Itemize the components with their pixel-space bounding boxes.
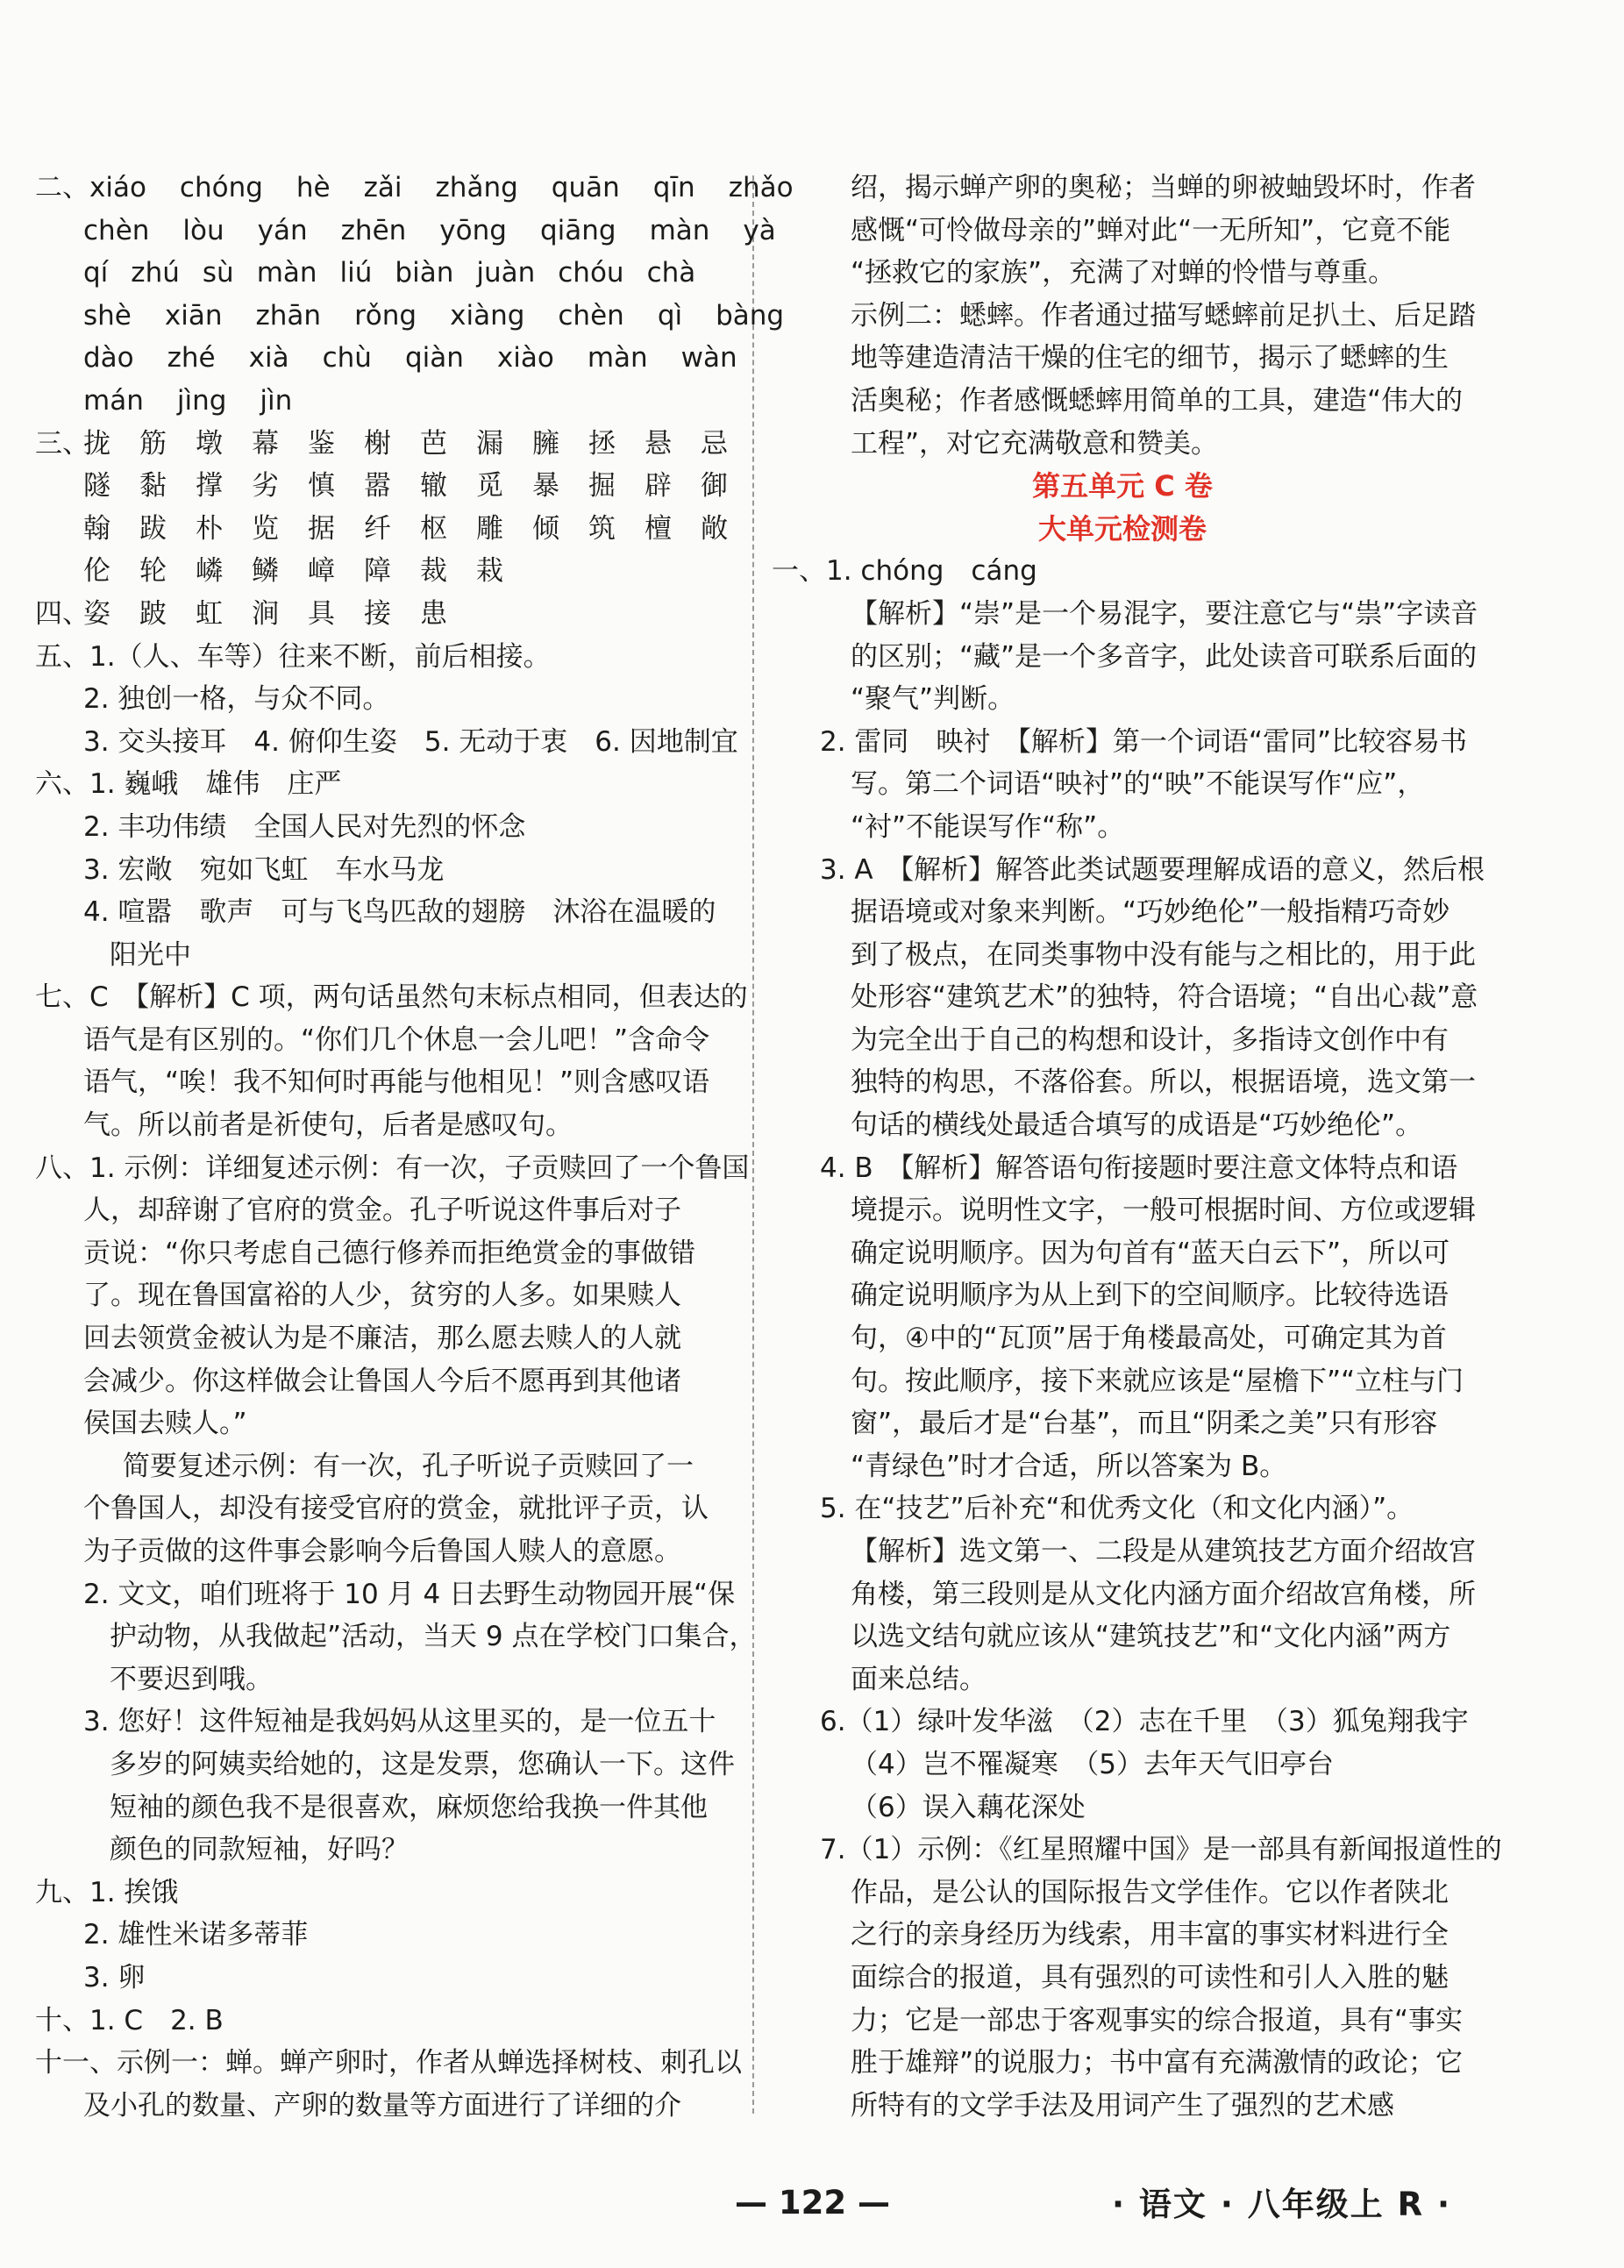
answer-text: 面综合的报道，具有强烈的可读性和引人入胜的魅 — [851, 1961, 1449, 1993]
pinyin-syllable: xiào — [496, 342, 554, 374]
char-cell: 裁 — [420, 555, 447, 588]
answer-text: （6）误入藕花深处 — [851, 1791, 1086, 1823]
answer-text: 工程”，对它充满敬意和赞美。 — [851, 427, 1219, 460]
answer-text: 确定说明顺序。因为句首有“蓝天白云下”，所以可 — [851, 1237, 1450, 1269]
pinyin-syllable: quān — [551, 172, 620, 203]
answer-text: （4）岂不罹凝寒 （5）去年天气旧亭台 — [851, 1748, 1334, 1780]
pinyin-syllable: màn — [649, 214, 710, 246]
pinyin-syllable: xià — [248, 342, 289, 374]
char-cell: 辙 — [420, 470, 447, 503]
answer-text: 阳光中 — [110, 938, 191, 971]
section-label: 六、 — [35, 768, 89, 801]
answer-text: 语气，“唉！我不知何时再能与他相见！”则含感叹语 — [83, 1066, 710, 1099]
pinyin-syllable: shè — [83, 299, 132, 332]
section-9 — [35, 1872, 737, 1915]
pinyin-syllable: qì — [657, 299, 683, 332]
answer-text: 示例二：蟋蟀。作者通过描写蟋蟀前足扒土、后足踏 — [851, 299, 1476, 332]
section-11 — [35, 2042, 742, 2085]
section-10 — [35, 2000, 737, 2043]
answer-text: 【解析】“崇”是一个易混字，要注意它与“祟”字读音 — [851, 597, 1478, 630]
pinyin-syllable: mán — [83, 384, 144, 417]
char-cell: 雕 — [476, 512, 503, 545]
answer-text: 句话的横线处最适合填写的成语是“巧妙绝伦”。 — [851, 1109, 1423, 1142]
page-number: — 122 — — [735, 2184, 890, 2222]
char-cell: 鉴 — [308, 427, 335, 460]
pinyin-syllable: xiáo — [89, 172, 146, 203]
answer-text: 写。第二个词语“映衬”的“映”不能误写作“应”， — [851, 768, 1425, 801]
pinyin-syllable: qiāng — [539, 214, 616, 246]
answer-text: 面来总结。 — [851, 1663, 987, 1695]
answer-text: 处形容“建筑艺术”的独特，符合语境；“自出心裁”意 — [851, 981, 1478, 1014]
answer-text: 侯国去赎人。” — [83, 1408, 247, 1440]
char-cell: 筋 — [139, 427, 167, 460]
answer-text: 3. 交头接耳 4. 俯仰生姿 5. 无动于衷 6. 因地制宜 — [83, 725, 738, 758]
answer-text: 护动物，从我做起”活动，当天 9 点在学校门口集合， — [110, 1621, 757, 1653]
answer-text: 3. 宏敞 宛如飞虹 车水马龙 — [83, 853, 445, 886]
section-1 — [772, 550, 1473, 593]
answer-text: 2. 独创一格，与众不同。 — [83, 683, 390, 716]
answer-text: “衬”不能误写作“称”。 — [851, 810, 1125, 843]
answer-text: 独特的构思，不落俗套。所以，根据语境，选文第一 — [851, 1066, 1476, 1099]
pinyin-row — [35, 252, 737, 295]
answer-text: 据语境或对象来判断。“巧妙绝伦”一般指精巧奇妙 — [851, 896, 1450, 929]
answer-text: 所特有的文学手法及用词产生了强烈的艺术感 — [851, 2089, 1394, 2122]
pinyin-row — [35, 295, 785, 338]
char-cell: 轮 — [139, 555, 167, 588]
left-column — [35, 167, 794, 2127]
answer-text: 1. 巍峨 雄伟 庄严 — [89, 768, 342, 801]
pinyin-syllable: màn — [256, 257, 317, 289]
answer-text: 以选文结句就应该从“建筑技艺”和“文化内涵”两方 — [851, 1621, 1451, 1653]
answer-text: 语气是有区别的。“你们几个休息一会儿吧！”含命令 — [83, 1023, 710, 1056]
answer-text: 回去领赏金被认为是不廉洁，那么愿去赎人的人就 — [83, 1323, 681, 1355]
answer-text: 简要复述示例：有一次，孔子听说子贡赎回了一 — [123, 1450, 694, 1482]
answer-text: 到了极点，在同类事物中没有能与之相比的，用于此 — [851, 938, 1476, 971]
pinyin-syllable: rǒng — [354, 299, 417, 332]
answer-text: 3. A 【解析】解答此类试题要理解成语的意义，然后根 — [820, 853, 1485, 886]
char-cell: 辟 — [645, 470, 672, 503]
answer-text: 之行的亲身经历为线索，用丰富的事实材料进行全 — [851, 1919, 1449, 1951]
char-cell: 枢 — [420, 512, 447, 545]
section-7 — [35, 976, 748, 1019]
char-cell: 臃 — [532, 427, 559, 460]
pinyin-syllable: biàn — [395, 257, 454, 289]
answer-text: 胜于雄辩”的说服力；书中富有充满激情的政论；它 — [851, 2047, 1464, 2079]
pinyin-syllable: chóng — [179, 172, 263, 203]
answer-text: 4. 喧嚣 歌声 可与飞鸟匹敌的翅膀 沐浴在温暖的 — [83, 896, 716, 929]
answer-text: “青绿色”时才合适，所以答案为 B。 — [851, 1450, 1287, 1482]
section-2-pinyin — [35, 167, 794, 210]
pinyin-syllable: zhǎng — [435, 172, 518, 203]
pinyin-syllable: juàn — [476, 257, 536, 289]
char-cell: 悬 — [645, 427, 672, 460]
char-cell: 御 — [701, 470, 728, 503]
pinyin-syllable: zhé — [167, 342, 216, 374]
pinyin-syllable: zhǎo — [728, 172, 794, 203]
char-cell: 觅 — [476, 470, 503, 503]
section-label: 九、 — [35, 1876, 89, 1908]
pinyin-syllable: qīn — [652, 172, 695, 203]
char-cell: 忌 — [701, 427, 728, 460]
pinyin-syllable: xiàng — [450, 299, 525, 332]
pinyin-syllable: lòu — [182, 214, 224, 246]
pinyin-syllable: jìn — [260, 384, 293, 417]
answer-text: 不要迟到哦。 — [110, 1663, 273, 1695]
pinyin-syllable: sù — [202, 257, 234, 289]
answer-text: 窗”，最后才是“台基”，而且“阴柔之美”只有形容 — [851, 1408, 1438, 1440]
unit-title: 第五单元 C 卷 — [1032, 469, 1213, 503]
char-cell: 敞 — [701, 512, 728, 545]
answer-text: 及小孔的数量、产卵的数量等方面进行了详细的介 — [83, 2089, 681, 2122]
char-cell: 隧 — [83, 470, 110, 503]
char-cell: 嶙 — [196, 555, 223, 588]
answer-text: 短袖的颜色我不是很喜欢，麻烦您给我换一件其他 — [110, 1791, 708, 1823]
subject-label: · 语文 · 八年级上 R · — [1112, 2186, 1452, 2223]
answer-text: 颜色的同款短袖，好吗？ — [110, 1834, 409, 1866]
pinyin-row — [35, 210, 776, 253]
pinyin-syllable: jìng — [176, 384, 227, 417]
char-cell: 朴 — [196, 512, 223, 545]
char-cell: 暴 — [532, 470, 559, 503]
pinyin-row — [35, 337, 737, 380]
answer-text: 1. C 2. B — [89, 2004, 224, 2036]
answer-text: 人，却辞谢了官府的赏金。孔子听说这件事后对子 — [83, 1195, 681, 1227]
pinyin-syllable: qiàn — [404, 342, 464, 374]
char-cell: 涧 — [252, 597, 279, 630]
answer-text: 的区别；“藏”是一个多音字，此处读音可联系后面的 — [851, 640, 1478, 673]
section-label: 二、 — [35, 172, 89, 203]
pinyin-syllable: hè — [296, 172, 331, 203]
answer-text: 感慨“可怜做母亲的”蝉对此“一无所知”，它竟不能 — [851, 214, 1451, 246]
pinyin-syllable: bàng — [716, 299, 785, 332]
section-label: 四、 — [35, 597, 89, 630]
pinyin-syllable: liú — [339, 257, 373, 289]
answer-text: 会减少。你这样做会让鲁国人今后不愿再到其他诸 — [83, 1365, 681, 1397]
section-5 — [35, 636, 737, 679]
pinyin-syllable: xiān — [164, 299, 223, 332]
char-cell: 姿 — [83, 597, 110, 630]
char-cell: 拯 — [588, 427, 616, 460]
pinyin-syllable: zhēn — [340, 214, 407, 246]
answer-text: 个鲁国人，却没有接受官府的赏金，就批评子贡，认 — [83, 1493, 709, 1525]
char-cell: 漏 — [476, 427, 503, 460]
answer-text: 示例一：蝉。蝉产卵时，作者从蝉选择树枝、刺孔以 — [117, 2047, 742, 2079]
answer-text: 确定说明顺序为从上到下的空间顺序。比较待选语 — [851, 1280, 1449, 1312]
char-cell: 览 — [252, 512, 279, 545]
char-cell: 接 — [364, 597, 391, 630]
char-cell: 劣 — [252, 470, 279, 503]
section-8 — [35, 1147, 750, 1190]
pinyin-syllable: wàn — [680, 342, 737, 374]
section-label: 三、 — [35, 427, 89, 460]
unit-subtitle: 大单元检测卷 — [1037, 511, 1207, 546]
pinyin-row — [35, 380, 737, 423]
right-column — [772, 167, 1502, 2127]
answer-text: “拯救它的家族”，充满了对蝉的怜惜与尊重。 — [851, 257, 1396, 289]
answer-text: 句，④中的“瓦顶”居于角楼最高处，可确定其为首 — [851, 1323, 1447, 1355]
answer-text: 多岁的阿姨卖给她的，这是发票，您确认一下。这件 — [110, 1748, 735, 1780]
answer-text: 2. 文文，咱们班将于 10 月 4 日去野生动物园开展“保 — [83, 1578, 736, 1610]
answer-text: 2. 雷同 映衬 【解析】第一个词语“雷同”比较容易书 — [820, 725, 1468, 758]
char-cell: 嶂 — [308, 555, 335, 588]
answer-text: 活奥秘；作者感慨蟋蟀用简单的工具，建造“伟大的 — [851, 384, 1464, 417]
pinyin-syllable: chù — [322, 342, 372, 374]
answer-text: 1. chóng cáng — [826, 555, 1037, 588]
char-cell: 黏 — [139, 470, 167, 503]
char-cell: 具 — [308, 597, 335, 630]
answer-text: 2. 雄性米诺多蒂菲 — [83, 1919, 309, 1951]
char-cell: 栽 — [476, 555, 503, 588]
section-label: 七、 — [35, 981, 89, 1014]
char-cell: 据 — [308, 512, 335, 545]
section-label: 十一、 — [35, 2047, 117, 2079]
char-cell: 掘 — [588, 470, 616, 503]
answer-text: 绍，揭示蝉产卵的奥秘；当蝉的卵被蚰毁坏时，作者 — [851, 172, 1476, 203]
answer-text: 2. 丰功伟绩 全国人民对先烈的怀念 — [83, 810, 526, 843]
answer-text: 了。现在鲁国富裕的人少，贫穷的人多。如果赎人 — [83, 1280, 681, 1312]
char-cell: 榭 — [364, 427, 391, 460]
answer-text: 为完全出于自己的构想和设计，多指诗文创作中有 — [851, 1023, 1449, 1056]
answer-text: 1. 示例：详细复述示例：有一次，子贡赎回了一个鲁国 — [89, 1152, 750, 1184]
char-cell: 障 — [364, 555, 391, 588]
char-row — [35, 550, 737, 593]
answer-text: 为子贡做的这件事会影响今后鲁国人赎人的意愿。 — [83, 1536, 681, 1567]
char-cell: 嚣 — [364, 470, 391, 503]
answer-text: 角楼，第三段则是从文化内涵方面介绍故宫角楼，所 — [851, 1578, 1476, 1610]
pinyin-syllable: dào — [83, 342, 134, 374]
char-cell: 翰 — [83, 512, 110, 545]
char-row — [35, 465, 737, 508]
char-cell: 芭 — [420, 427, 447, 460]
answer-text: 6.（1）绿叶发华滋 （2）志在千里 （3）狐兔翔我宇 — [820, 1706, 1469, 1738]
char-cell: 伦 — [83, 555, 110, 588]
char-cell: 虹 — [196, 597, 223, 630]
char-cell: 拢 — [83, 427, 110, 460]
pinyin-syllable: màn — [587, 342, 648, 374]
char-cell: 跋 — [139, 512, 167, 545]
section-6 — [35, 763, 737, 806]
section-label: 一、 — [772, 555, 826, 588]
answer-text: 境提示。说明性文字，一般可根据时间、方位或逻辑 — [851, 1195, 1476, 1227]
answer-text: 力；它是一部忠于客观事实的综合报道，具有“事实 — [851, 2004, 1464, 2036]
char-cell: 纤 — [364, 512, 391, 545]
char-cell: 患 — [420, 597, 447, 630]
answer-text: 1. 挨饿 — [89, 1876, 179, 1908]
pinyin-syllable: yà — [743, 214, 776, 246]
answer-text: “聚气”判断。 — [851, 683, 1015, 716]
answer-text: 地等建造清洁干燥的住宅的细节，揭示了蟋蟀的生 — [851, 342, 1449, 374]
section-3-chars — [35, 423, 737, 466]
section-label: 八、 — [35, 1152, 89, 1184]
pinyin-syllable: yán — [257, 214, 308, 246]
char-cell: 撑 — [196, 470, 223, 503]
pinyin-syllable: yōng — [439, 214, 507, 246]
answer-text: 5. 在“技艺”后补充“和优秀文化（和文化内涵）”。 — [820, 1493, 1414, 1525]
char-cell: 幕 — [252, 427, 279, 460]
pinyin-syllable: zhú — [131, 257, 180, 289]
answer-text: 1.（人、车等）往来不断，前后相接。 — [89, 640, 551, 673]
char-cell: 慎 — [308, 470, 335, 503]
char-cell: 跛 — [139, 597, 167, 630]
answer-text: 【解析】选文第一、二段是从建筑技艺方面介绍故宫 — [851, 1536, 1476, 1567]
pinyin-syllable: chóu — [558, 257, 624, 289]
pinyin-syllable: qí — [83, 257, 109, 289]
section-label: 十、 — [35, 2004, 89, 2036]
answer-text: 贡说：“你只考虑自己德行修养而拒绝赏金的事做错 — [83, 1237, 696, 1269]
char-cell: 鳞 — [252, 555, 279, 588]
section-label: 五、 — [35, 640, 89, 673]
pinyin-syllable: zǎi — [363, 172, 402, 203]
char-cell: 筑 — [588, 512, 616, 545]
answer-text: 3. 卵 — [83, 1961, 146, 1993]
answer-text: 句。按此顺序，接下来就应该是“屋檐下”“立柱与门 — [851, 1365, 1464, 1397]
answer-text: C 【解析】C 项，两句话虽然句末标点相同，但表达的 — [89, 981, 748, 1014]
char-cell: 倾 — [532, 512, 559, 545]
answer-text: 4. B 【解析】解答语句衔接题时要注意文体特点和语 — [820, 1152, 1458, 1184]
pinyin-syllable: chà — [646, 257, 696, 289]
answer-text: 7.（1）示例：《红星照耀中国》是一部具有新闻报道性的 — [820, 1834, 1502, 1866]
section-4-chars — [35, 593, 737, 636]
answer-text: 作品，是公认的国际报告文学佳作。它以作者陕北 — [851, 1876, 1449, 1908]
pinyin-syllable: chèn — [558, 299, 624, 332]
pinyin-syllable: chèn — [83, 214, 150, 246]
char-row — [35, 508, 737, 551]
pinyin-syllable: zhān — [255, 299, 322, 332]
char-cell: 檀 — [645, 512, 672, 545]
char-cell: 墩 — [196, 427, 223, 460]
answer-text: 3. 您好！这件短袖是我妈妈从这里买的，是一位五十 — [83, 1706, 716, 1738]
answer-text: 气。所以前者是祈使句，后者是感叹句。 — [83, 1109, 573, 1142]
